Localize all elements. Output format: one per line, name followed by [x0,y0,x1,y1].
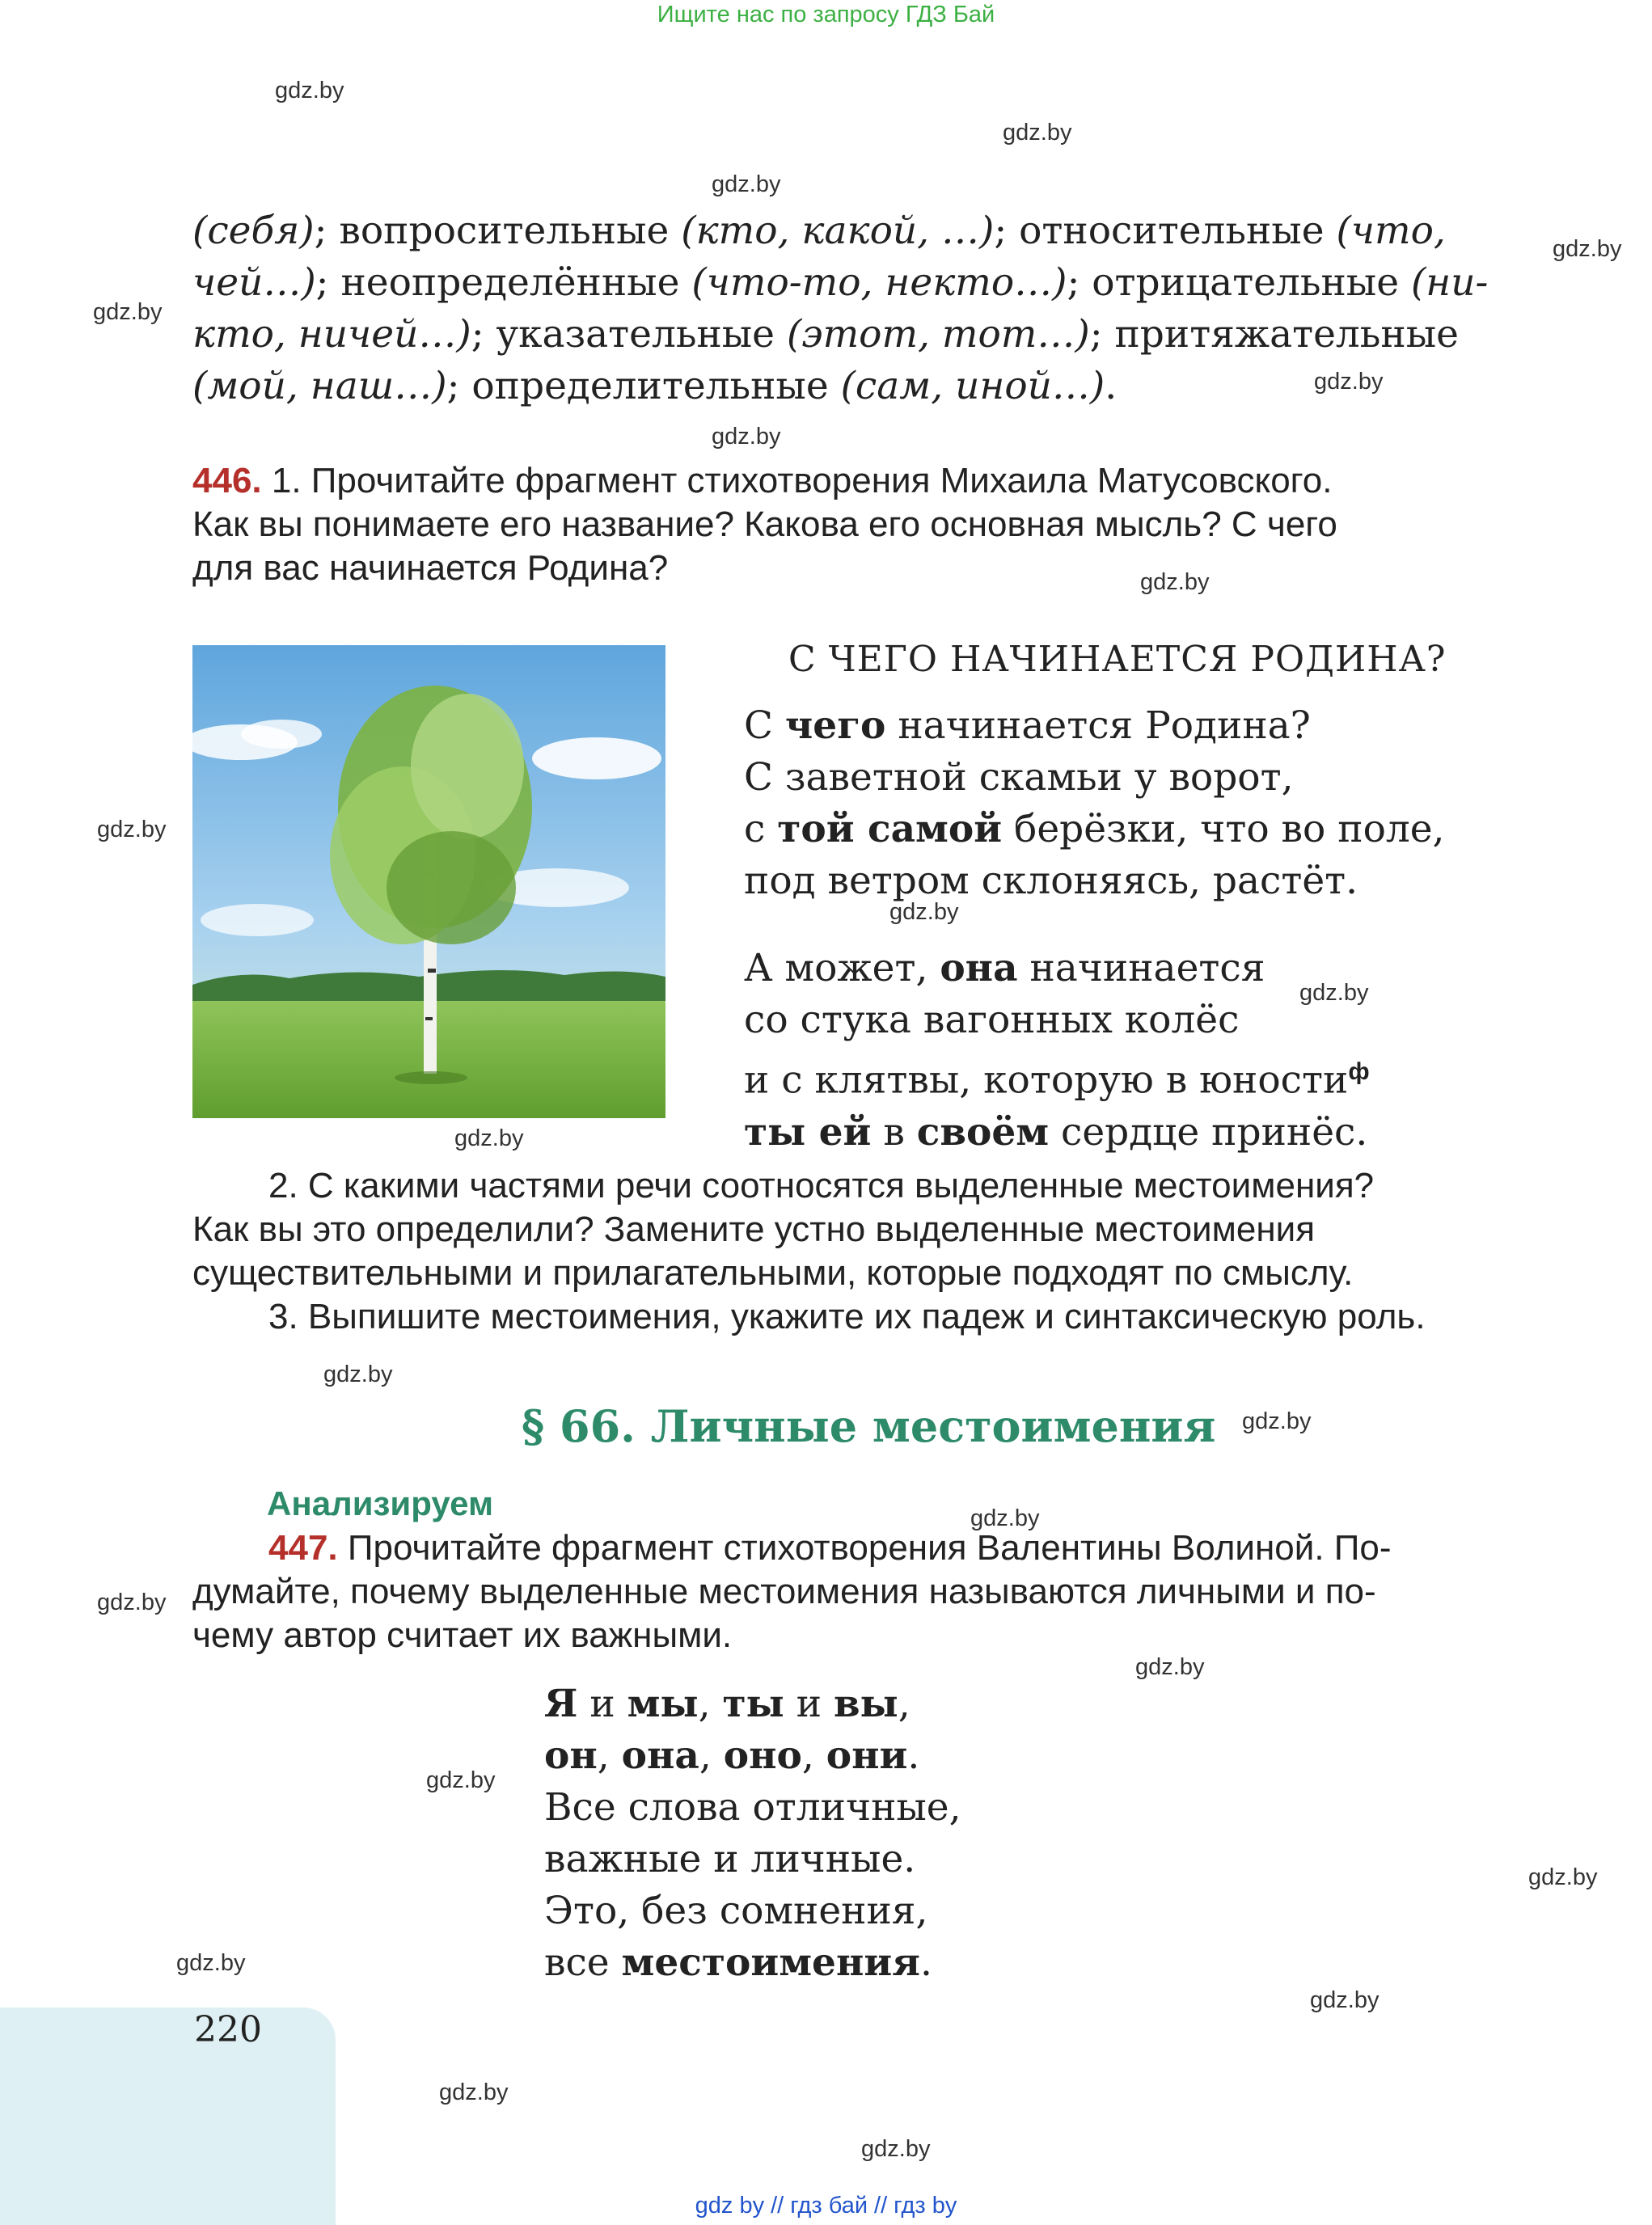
footer-separator: // [771,2193,784,2219]
poem-stanza-1 [744,700,1445,907]
text-segment: и [577,1682,627,1726]
watermark: gdz.by [1553,236,1622,262]
text-segment: ; определительные [446,364,841,408]
text-line [192,205,1523,257]
text-segment: Это, без сомнения, [544,1889,928,1933]
text-segment: ф [1348,1058,1370,1085]
text-segment: А может, [744,946,940,990]
text-segment: чей…) [192,260,316,305]
text-line [744,994,1370,1046]
text-line [744,943,1370,994]
section-title: § 66. Личные местоимения [522,1400,1216,1452]
text-segment: (сам, иной…) [840,364,1105,408]
text-segment: кто, ничей…) [192,312,471,357]
section-subhead: Анализируем [267,1484,494,1522]
text-segment: . [919,1940,932,1985]
text-segment: со стука вагонных колёс [744,998,1240,1042]
footer-link[interactable]: gdz by [695,2193,765,2219]
text-segment: той самой [777,807,1003,851]
watermark: gdz.by [426,1767,496,1793]
task-446-number: 446. [192,461,262,500]
watermark: gdz.by [712,171,781,197]
text-segment: ; отрицательные [1067,260,1411,305]
footer-separator: // [874,2193,888,2219]
text-segment: (мой, наш…) [192,364,447,408]
footer-link[interactable]: гдз by [894,2193,957,2219]
text-segment: и [784,1682,834,1726]
text-segment: все [544,1940,622,1985]
birch-tree-image [192,645,665,1118]
poem-title: С ЧЕГО НАЧИНАЕТСЯ РОДИНА? [788,639,1447,680]
text-segment: она [621,1733,699,1778]
text-line [544,1937,961,1989]
text-line [744,700,1445,752]
poem-447 [544,1678,961,1989]
text-line [744,1046,1370,1107]
text-segment: ты [722,1682,784,1726]
watermark: gdz.by [1135,1654,1205,1680]
text-segment: мы [627,1682,699,1726]
text-line [544,1834,961,1885]
footer-links [0,2193,1652,2219]
text-segment: С [744,703,785,748]
watermark: gdz.by [712,424,781,450]
text-segment: ; относительные [994,209,1337,253]
watermark: gdz.by [970,1505,1040,1531]
task-447-number: 447. [268,1528,338,1568]
text-segment: (этот, тот…) [786,312,1090,357]
watermark: gdz.by [97,817,167,842]
text-line [744,804,1445,855]
task-446-questions: 2. С какими частями речи соотносятся выделенные местоимения? Как вы это определили? Замените устно выделенные местоимения существительными и прилагательными, которые подходят по смыслу. 3. Выпишите местоимения, укажите их падеж и синтаксическую роль. [192,1166,1426,1336]
watermark: gdz.by [1310,1987,1379,2013]
text-segment: они [826,1733,908,1778]
text-segment: , [801,1733,826,1778]
text-segment: вы [833,1682,898,1726]
top-banner[interactable]: Ищите нас по запросу ГДЗ Бай [657,2,995,27]
watermark: gdz.by [1314,369,1384,395]
watermark: gdz.by [1528,1864,1598,1890]
text-segment: он [544,1733,598,1778]
text-segment: (что-то, некто…) [691,260,1067,305]
text-segment: Я [544,1682,578,1726]
text-segment: (себя) [192,209,315,253]
text-segment: важные и личные. [544,1837,916,1881]
watermark: gdz.by [454,1125,524,1151]
text-segment: она [940,946,1018,990]
text-segment: ты ей [744,1109,872,1155]
text-segment: , [699,1733,724,1778]
text-segment: , [698,1682,723,1726]
text-line [744,1107,1370,1159]
watermark: gdz.by [176,1950,246,1976]
text-segment: . [907,1733,920,1778]
text-segment: С заветной скамьи у ворот, [744,755,1294,800]
text-segment: (ни- [1410,260,1489,305]
text-segment: с [744,807,778,851]
birch-tree-icon [192,645,665,1118]
watermark: gdz.by [323,1362,393,1387]
text-segment: сердце принёс. [1049,1109,1368,1155]
watermark: gdz.by [861,2136,931,2162]
poem-stanza-2 [744,943,1370,1159]
text-segment: чего [784,703,886,748]
watermark: gdz.by [275,78,344,103]
text-segment: (что, [1336,209,1446,253]
text-line [544,1730,961,1782]
text-line [544,1678,961,1730]
text-segment: начинается [1017,946,1265,990]
text-line [744,855,1445,907]
text-line [544,1782,961,1834]
text-segment: оно [723,1733,802,1778]
text-segment: своём [916,1109,1050,1155]
watermark: gdz.by [97,1590,167,1615]
text-line [192,257,1523,309]
watermark: gdz.by [439,2079,509,2105]
text-segment: , [898,1682,911,1726]
text-line [192,361,1523,412]
text-segment: под ветром склоняясь, растёт. [744,859,1358,903]
task-447-text: 447. Прочитайте фрагмент стихотворения Валентины Волиной. По- думайте, почему выделенные местоимения называются личными и по- чему автор считает их важными. [192,1528,1392,1655]
text-segment: ; вопросительные [314,209,682,253]
text-segment: (кто, какой, …) [681,209,995,253]
text-segment: ; притяжательные [1089,312,1459,357]
text-segment: ; указательные [471,312,787,357]
text-segment: в [871,1109,917,1155]
text-segment: Все слова отличные, [544,1785,961,1830]
text-segment: ; неопределённые [315,260,692,305]
text-line [544,1885,961,1937]
watermark: gdz.by [1140,569,1210,595]
text-segment: начинается Родина? [885,703,1311,748]
text-line [192,309,1523,361]
text-segment: местоимения [621,1940,920,1985]
text-segment: . [1105,364,1118,408]
watermark: gdz.by [93,299,163,325]
text-line [744,752,1445,804]
watermark: gdz.by [1003,120,1072,146]
text-segment: и с клятвы, которую в юности [744,1058,1349,1103]
watermark: gdz.by [1299,980,1369,1006]
page-number: 220 [194,2009,262,2050]
intro-paragraph [192,205,1523,412]
watermark: gdz.by [889,899,959,925]
footer-link[interactable]: гдз бай [790,2193,868,2219]
text-segment: берёзки, что во поле, [1002,807,1445,851]
text-segment: , [597,1733,622,1778]
watermark: gdz.by [1242,1408,1312,1434]
task-446-text: 446. 1. Прочитайте фрагмент стихотворения Михаила Матусовского. Как вы понимаете его название? Какова его основная мысль? С чего для вас начинается Родина? [192,461,1337,588]
